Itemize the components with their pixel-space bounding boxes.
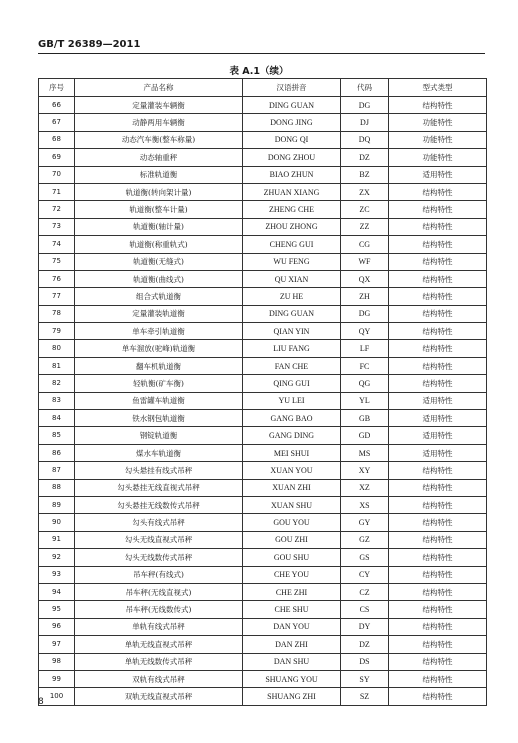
serial-cell: 80 [39, 340, 75, 357]
serial-cell: 70 [39, 166, 75, 183]
pinyin-cell: GOU SHU [243, 549, 341, 566]
product-name-cell: 勾头悬挂有线式吊秤 [75, 462, 243, 479]
code-cell: CZ [341, 583, 389, 600]
type-cell: 适用特性 [389, 392, 487, 409]
type-cell: 结构特性 [389, 253, 487, 270]
pinyin-cell: GANG DING [243, 427, 341, 444]
type-cell: 功能特性 [389, 131, 487, 148]
table-row [39, 479, 487, 496]
table-row [39, 131, 487, 148]
table-row [39, 201, 487, 218]
type-cell: 功能特性 [389, 149, 487, 166]
product-name-cell: 轨道衡(转向架计量) [75, 183, 243, 200]
serial-cell: 81 [39, 357, 75, 374]
type-cell: 结构特性 [389, 566, 487, 583]
product-name-cell: 动态轴重秤 [75, 149, 243, 166]
code-cell: XS [341, 496, 389, 513]
product-name-cell: 钢锭轨道衡 [75, 427, 243, 444]
serial-cell: 71 [39, 183, 75, 200]
pinyin-cell: BIAO ZHUN [243, 166, 341, 183]
code-cell: FC [341, 357, 389, 374]
type-cell: 适用特性 [389, 427, 487, 444]
pinyin-cell: SHUANG YOU [243, 670, 341, 687]
code-cell: LF [341, 340, 389, 357]
pinyin-cell: XUAN YOU [243, 462, 341, 479]
product-name-cell: 煤水车轨道衡 [75, 444, 243, 461]
table-row [39, 166, 487, 183]
code-cell: WF [341, 253, 389, 270]
product-name-cell: 标准轨道衡 [75, 166, 243, 183]
pinyin-cell: ZHOU ZHONG [243, 218, 341, 235]
pinyin-cell: FAN CHE [243, 357, 341, 374]
pinyin-cell: GOU ZHI [243, 531, 341, 548]
type-cell: 结构特性 [389, 549, 487, 566]
product-name-cell: 单轨无线直视式吊秤 [75, 636, 243, 653]
serial-cell: 89 [39, 496, 75, 513]
pinyin-cell: CHE ZHI [243, 583, 341, 600]
code-cell: QX [341, 270, 389, 287]
column-header-product-name: 产品名称 [75, 79, 243, 97]
table-row [39, 601, 487, 618]
pinyin-cell: QIAN YIN [243, 323, 341, 340]
type-cell: 结构特性 [389, 653, 487, 670]
table-row [39, 218, 487, 235]
column-header-pinyin: 汉语拼音 [243, 79, 341, 97]
code-cell: ZZ [341, 218, 389, 235]
serial-cell: 68 [39, 131, 75, 148]
code-cell: QY [341, 323, 389, 340]
serial-cell: 73 [39, 218, 75, 235]
serial-cell: 98 [39, 653, 75, 670]
table-row [39, 462, 487, 479]
code-cell: DY [341, 618, 389, 635]
pinyin-cell: LIU FANG [243, 340, 341, 357]
table-row [39, 270, 487, 287]
product-name-cell: 吊车秤(无线直视式) [75, 583, 243, 600]
code-cell: ZX [341, 183, 389, 200]
type-cell: 结构特性 [389, 340, 487, 357]
table-body [39, 97, 487, 706]
table-row [39, 653, 487, 670]
type-cell: 结构特性 [389, 305, 487, 322]
table-row [39, 410, 487, 427]
pinyin-cell: YU LEI [243, 392, 341, 409]
type-cell: 结构特性 [389, 636, 487, 653]
pinyin-cell: DONG JING [243, 114, 341, 131]
product-name-cell: 轻轨衡(矿车衡) [75, 375, 243, 392]
serial-cell: 76 [39, 270, 75, 287]
product-name-cell: 轨道衡(曲线式) [75, 270, 243, 287]
product-name-cell: 轨道衡(整车计量) [75, 201, 243, 218]
code-cell: DG [341, 305, 389, 322]
code-cell: DJ [341, 114, 389, 131]
serial-cell: 93 [39, 566, 75, 583]
product-name-cell: 单车溜放(驼峰)轨道衡 [75, 340, 243, 357]
code-cell: DG [341, 97, 389, 114]
pinyin-cell: ZHENG CHE [243, 201, 341, 218]
serial-cell: 82 [39, 375, 75, 392]
table-row [39, 253, 487, 270]
type-cell: 结构特性 [389, 357, 487, 374]
code-cell: DZ [341, 149, 389, 166]
serial-cell: 75 [39, 253, 75, 270]
type-cell: 结构特性 [389, 236, 487, 253]
code-cell: XY [341, 462, 389, 479]
type-cell: 结构特性 [389, 201, 487, 218]
serial-cell: 86 [39, 444, 75, 461]
table-row [39, 531, 487, 548]
type-cell: 适用特性 [389, 166, 487, 183]
code-cell: GS [341, 549, 389, 566]
product-name-cell: 定量灌装轨道衡 [75, 305, 243, 322]
code-cell: GZ [341, 531, 389, 548]
type-cell: 结构特性 [389, 514, 487, 531]
pinyin-cell: QING GUI [243, 375, 341, 392]
product-name-cell: 单轨有线式吊秤 [75, 618, 243, 635]
type-cell: 结构特性 [389, 288, 487, 305]
pinyin-cell: DAN SHU [243, 653, 341, 670]
table-row [39, 340, 487, 357]
code-cell: DQ [341, 131, 389, 148]
type-cell: 结构特性 [389, 670, 487, 687]
code-cell: CY [341, 566, 389, 583]
product-name-cell: 轨道衡(称重轨式) [75, 236, 243, 253]
pinyin-cell: XUAN ZHI [243, 479, 341, 496]
table-row [39, 357, 487, 374]
pinyin-cell: CHENG GUI [243, 236, 341, 253]
table-row [39, 444, 487, 461]
code-cell: YL [341, 392, 389, 409]
standard-number: GB/T 26389—2011 [38, 39, 141, 50]
table-row [39, 97, 487, 114]
pinyin-cell: DING GUAN [243, 305, 341, 322]
serial-cell: 87 [39, 462, 75, 479]
type-cell: 结构特性 [389, 218, 487, 235]
code-cell: MS [341, 444, 389, 461]
code-cell: CS [341, 601, 389, 618]
table-row [39, 114, 487, 131]
product-name-cell: 单车牵引轨道衡 [75, 323, 243, 340]
serial-cell: 99 [39, 670, 75, 687]
product-name-cell: 勾头无线数传式吊秤 [75, 549, 243, 566]
serial-cell: 92 [39, 549, 75, 566]
product-name-cell: 勾头悬挂无线数传式吊秤 [75, 496, 243, 513]
table-row [39, 323, 487, 340]
table-row [39, 496, 487, 513]
code-cell: GD [341, 427, 389, 444]
product-name-cell: 鱼雷罐车轨道衡 [75, 392, 243, 409]
pinyin-cell: MEI SHUI [243, 444, 341, 461]
type-cell: 结构特性 [389, 462, 487, 479]
code-cell: ZC [341, 201, 389, 218]
table-row [39, 149, 487, 166]
serial-cell: 67 [39, 114, 75, 131]
code-cell: XZ [341, 479, 389, 496]
serial-cell: 78 [39, 305, 75, 322]
pinyin-cell: DONG ZHOU [243, 149, 341, 166]
type-cell: 结构特性 [389, 583, 487, 600]
product-name-cell: 铁水钢包轨道衡 [75, 410, 243, 427]
table-row [39, 236, 487, 253]
product-name-cell: 翻车机轨道衡 [75, 357, 243, 374]
table-row [39, 583, 487, 600]
code-cell: SZ [341, 688, 389, 705]
product-code-table [38, 78, 487, 706]
pinyin-cell: GOU YOU [243, 514, 341, 531]
type-cell: 结构特性 [389, 270, 487, 287]
product-name-cell: 定量灌装车辆衡 [75, 97, 243, 114]
type-cell: 结构特性 [389, 496, 487, 513]
type-cell: 适用特性 [389, 410, 487, 427]
page-number: 8 [38, 697, 44, 707]
product-name-cell: 轨道衡(轴计量) [75, 218, 243, 235]
code-cell: QG [341, 375, 389, 392]
column-header-type: 型式类型 [389, 79, 487, 97]
code-cell: GB [341, 410, 389, 427]
product-name-cell: 动态汽车衡(整车称量) [75, 131, 243, 148]
serial-cell: 79 [39, 323, 75, 340]
type-cell: 适用特性 [389, 444, 487, 461]
table-row [39, 288, 487, 305]
type-cell: 结构特性 [389, 323, 487, 340]
pinyin-cell: GANG BAO [243, 410, 341, 427]
type-cell: 结构特性 [389, 375, 487, 392]
serial-cell: 77 [39, 288, 75, 305]
pinyin-cell: ZU HE [243, 288, 341, 305]
serial-cell: 85 [39, 427, 75, 444]
product-name-cell: 吊车秤(有线式) [75, 566, 243, 583]
serial-cell: 74 [39, 236, 75, 253]
table-row [39, 549, 487, 566]
pinyin-cell: CHE SHU [243, 601, 341, 618]
code-cell: DZ [341, 636, 389, 653]
serial-cell: 83 [39, 392, 75, 409]
type-cell: 结构特性 [389, 618, 487, 635]
product-name-cell: 单轨无线数传式吊秤 [75, 653, 243, 670]
serial-cell: 96 [39, 618, 75, 635]
code-cell: DS [341, 653, 389, 670]
serial-cell: 97 [39, 636, 75, 653]
table-row [39, 688, 487, 705]
product-name-cell: 勾头悬挂无线直视式吊秤 [75, 479, 243, 496]
serial-cell: 95 [39, 601, 75, 618]
table-row [39, 636, 487, 653]
table-row [39, 183, 487, 200]
pinyin-cell: DING GUAN [243, 97, 341, 114]
product-name-cell: 勾头无线直视式吊秤 [75, 531, 243, 548]
pinyin-cell: QU XIAN [243, 270, 341, 287]
header-rule [38, 53, 485, 54]
type-cell: 结构特性 [389, 183, 487, 200]
serial-cell: 72 [39, 201, 75, 218]
type-cell: 结构特性 [389, 688, 487, 705]
table-header-row [39, 79, 487, 97]
product-name-cell: 勾头有线式吊秤 [75, 514, 243, 531]
code-cell: ZH [341, 288, 389, 305]
product-name-cell: 轨道衡(无缝式) [75, 253, 243, 270]
table-row [39, 375, 487, 392]
pinyin-cell: DAN ZHI [243, 636, 341, 653]
code-cell: GY [341, 514, 389, 531]
pinyin-cell: DAN YOU [243, 618, 341, 635]
table-row [39, 670, 487, 687]
table-row [39, 618, 487, 635]
pinyin-cell: DONG QI [243, 131, 341, 148]
type-cell: 结构特性 [389, 531, 487, 548]
product-name-cell: 双轨有线式吊秤 [75, 670, 243, 687]
pinyin-cell: XUAN SHU [243, 496, 341, 513]
table-caption: 表 A.1（续） [229, 66, 289, 77]
table-row [39, 514, 487, 531]
product-name-cell: 组合式轨道衡 [75, 288, 243, 305]
pinyin-cell: SHUANG ZHI [243, 688, 341, 705]
serial-cell: 88 [39, 479, 75, 496]
code-cell: BZ [341, 166, 389, 183]
product-name-cell: 双轨无线直视式吊秤 [75, 688, 243, 705]
type-cell: 结构特性 [389, 97, 487, 114]
serial-cell: 90 [39, 514, 75, 531]
table-row [39, 566, 487, 583]
product-name-cell: 动静两用车辆衡 [75, 114, 243, 131]
serial-cell: 84 [39, 410, 75, 427]
column-header-code: 代码 [341, 79, 389, 97]
pinyin-cell: CHE YOU [243, 566, 341, 583]
serial-cell: 66 [39, 97, 75, 114]
pinyin-cell: WU FENG [243, 253, 341, 270]
serial-cell: 100 [39, 688, 75, 705]
serial-cell: 69 [39, 149, 75, 166]
pinyin-cell: ZHUAN XIANG [243, 183, 341, 200]
serial-cell: 94 [39, 583, 75, 600]
product-name-cell: 吊车秤(无线数传式) [75, 601, 243, 618]
column-header-serial: 序号 [39, 79, 75, 97]
type-cell: 结构特性 [389, 601, 487, 618]
serial-cell: 91 [39, 531, 75, 548]
table-row [39, 392, 487, 409]
type-cell: 结构特性 [389, 479, 487, 496]
code-cell: SY [341, 670, 389, 687]
table-row [39, 305, 487, 322]
type-cell: 功能特性 [389, 114, 487, 131]
code-cell: CG [341, 236, 389, 253]
table-row [39, 427, 487, 444]
